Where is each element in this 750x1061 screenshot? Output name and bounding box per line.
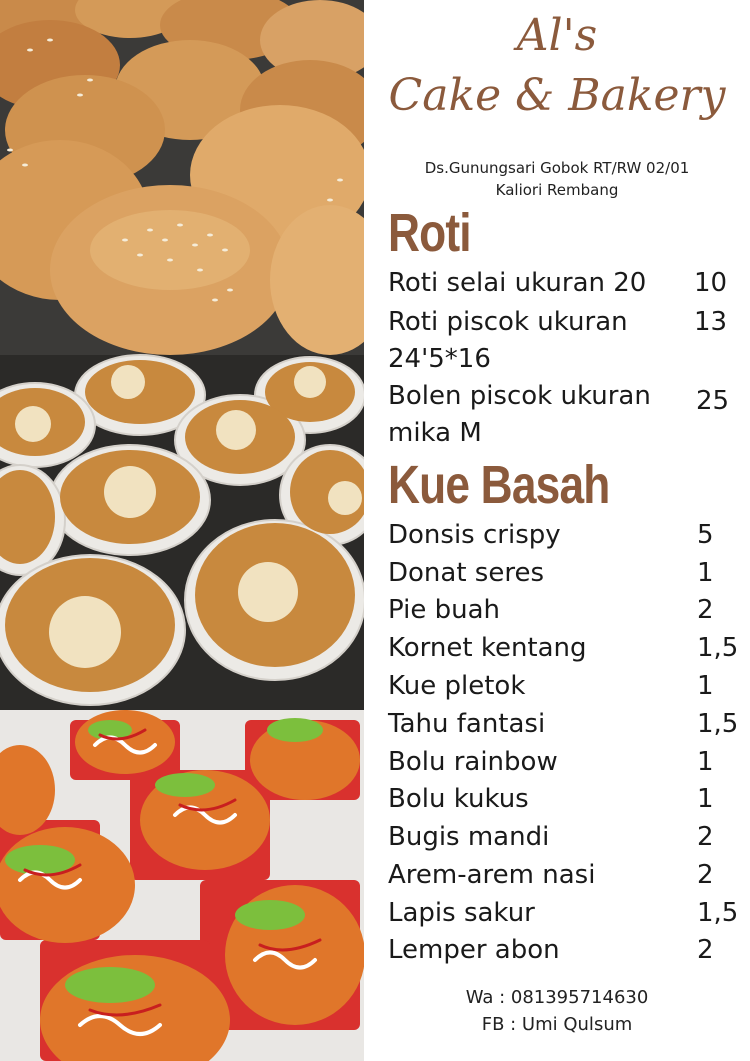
menu-item-price: 1 xyxy=(697,784,714,814)
whatsapp-contact: Wa : 081395714630 xyxy=(465,987,649,1008)
menu-item-price: 1 xyxy=(697,558,714,588)
address-line-2: Kaliori Rembang xyxy=(495,181,619,199)
menu-item-name: Bolu rainbow xyxy=(388,747,558,777)
menu-item-name: Bugis mandi xyxy=(388,822,550,852)
menu-item-name: Bolu kukus xyxy=(388,784,529,814)
savory-buns-photo xyxy=(0,710,364,1061)
menu-item-name: Donsis crispy xyxy=(388,520,561,550)
facebook-contact: FB : Umi Qulsum xyxy=(481,1014,633,1035)
brand-subtitle: Cake & Bakery xyxy=(388,70,726,121)
menu-item-price: 2 xyxy=(697,822,714,852)
brand-name: Al's xyxy=(516,10,598,61)
menu-item-price: 1,5 xyxy=(697,709,739,739)
address-line-1: Ds.Gunungsari Gobok RT/RW 02/01 xyxy=(424,159,690,177)
menu-item-price: 2 xyxy=(697,595,714,625)
menu-item-name: Kornet kentang xyxy=(388,633,587,663)
section-title-roti: Roti xyxy=(388,203,471,263)
pastry-cups-photo xyxy=(0,355,364,710)
menu-item-price: 1 xyxy=(697,671,714,701)
menu-item-name: Donat seres xyxy=(388,558,544,588)
menu-column xyxy=(364,0,750,1061)
menu-item-price: 10 xyxy=(694,268,728,298)
bread-rolls-photo xyxy=(0,0,364,355)
menu-item-price: 13 xyxy=(694,307,728,337)
menu-item-name: Lapis sakur xyxy=(388,898,535,928)
menu-item-name: Arem-arem nasi xyxy=(388,860,596,890)
food-photo-column xyxy=(0,0,364,1061)
menu-item-name: Kue pletok xyxy=(388,671,526,701)
section-title-kue-basah: Kue Basah xyxy=(388,455,610,515)
menu-item-name: Pie buah xyxy=(388,595,500,625)
menu-item-price: 2 xyxy=(697,935,714,965)
menu-item-price: 2 xyxy=(697,860,714,890)
menu-item-name: Lemper abon xyxy=(388,935,560,965)
menu-item-price: 25 xyxy=(696,386,730,416)
menu-item-name: Roti piscok ukuran 24'5*16 xyxy=(388,307,628,374)
menu-item-price: 1,5 xyxy=(697,898,739,928)
menu-item-price: 1 xyxy=(697,747,714,777)
menu-item-name: Roti selai ukuran 20 xyxy=(388,268,647,298)
menu-item-name: Bolen piscok ukuran mika M xyxy=(388,381,651,448)
menu-item-name: Tahu fantasi xyxy=(388,709,546,739)
menu-item-price: 5 xyxy=(697,520,714,550)
menu-item-price: 1,5 xyxy=(697,633,739,663)
